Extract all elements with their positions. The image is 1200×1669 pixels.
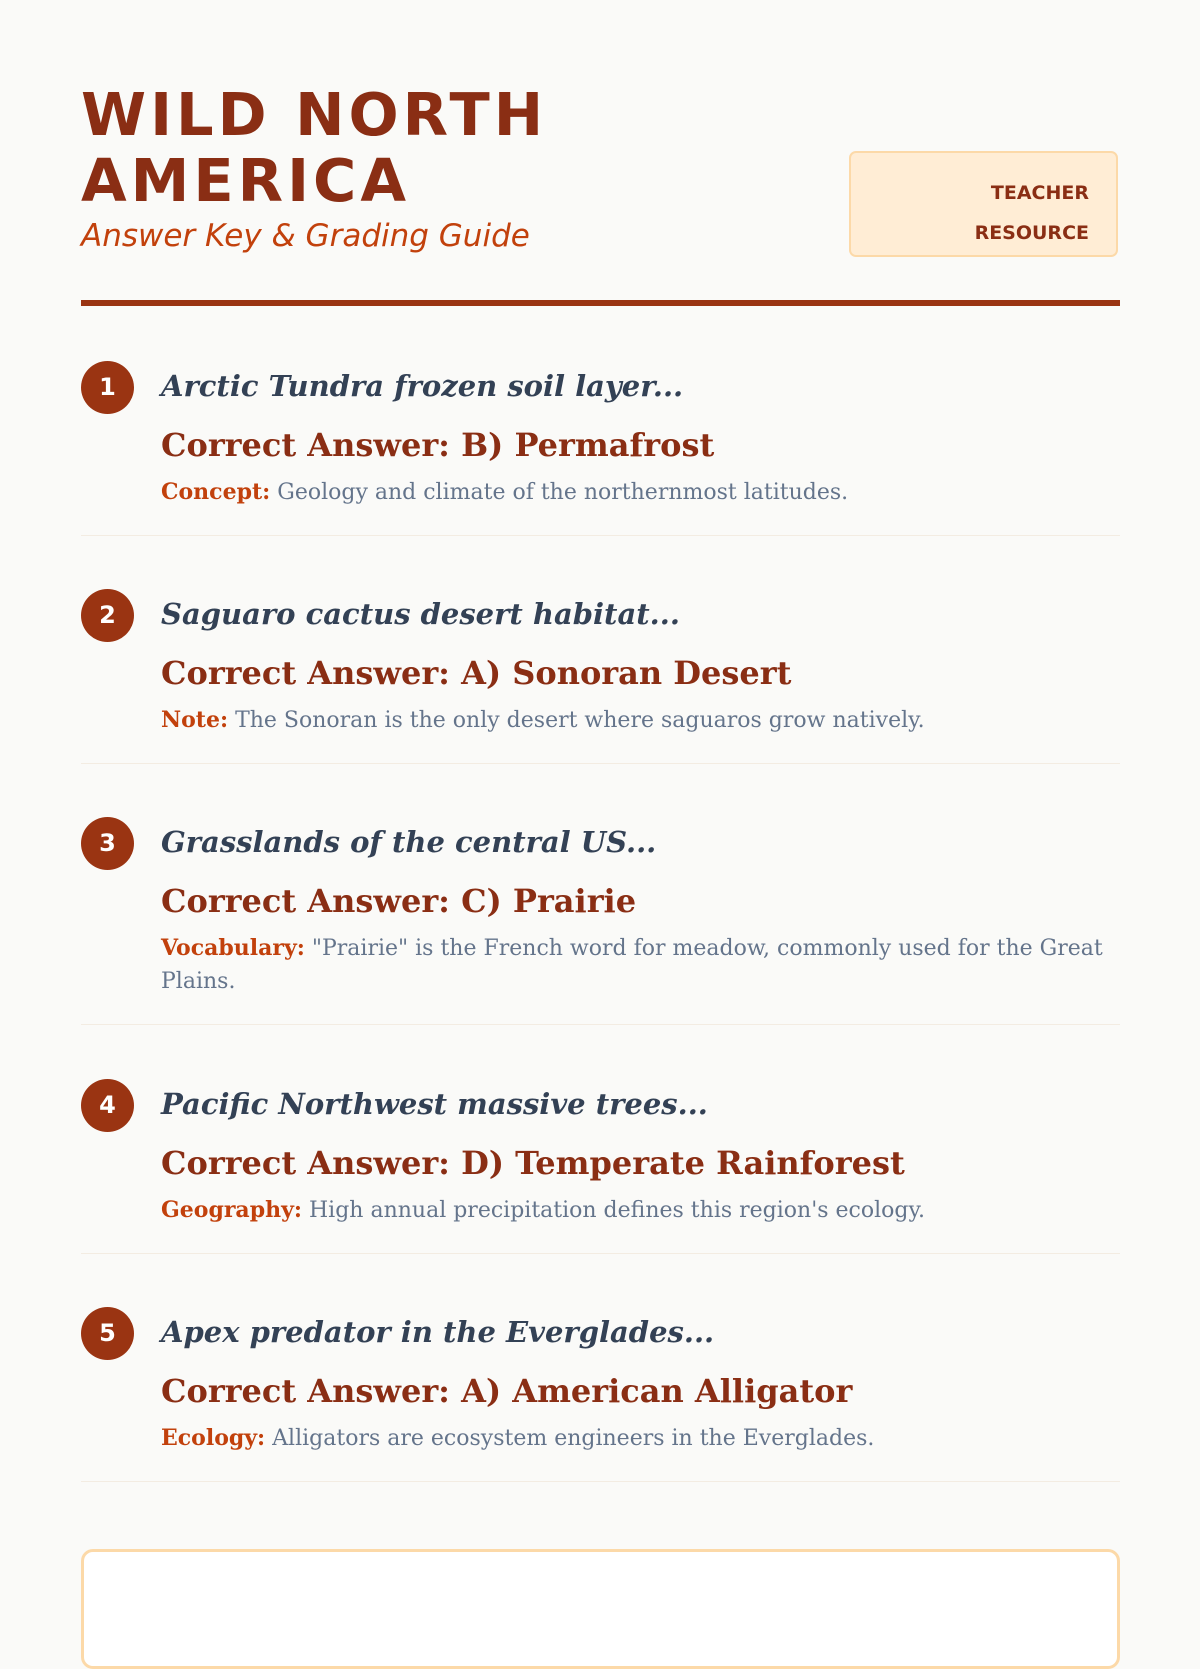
note-label: Concept: bbox=[161, 479, 271, 505]
teacher-resource-badge bbox=[849, 151, 1118, 257]
question-number-badge: 5 bbox=[81, 1307, 134, 1360]
title-line-2: AMERICA bbox=[81, 146, 411, 215]
question-prompt: Apex predator in the Everglades... bbox=[161, 1315, 715, 1349]
note-label: Geography: bbox=[161, 1197, 302, 1223]
title-line-1: WILD NORTH bbox=[81, 80, 548, 149]
note-text: Alligators are ecosystem engineers in the Everglades. bbox=[272, 1426, 875, 1451]
answer-item bbox=[81, 589, 1120, 764]
answer-note bbox=[161, 476, 1106, 509]
answer-item bbox=[81, 361, 1120, 536]
page-header bbox=[81, 82, 1120, 262]
question-prompt: Grasslands of the central US... bbox=[161, 825, 657, 859]
note-text: "Prairie" is the French word for meadow, commonly used for the Great Plains. bbox=[161, 936, 1103, 994]
answer-key-page bbox=[81, 0, 1120, 1600]
header-divider bbox=[81, 300, 1120, 306]
question-prompt: Pacific Northwest massive trees... bbox=[161, 1087, 708, 1121]
question-number-badge: 4 bbox=[81, 1079, 134, 1132]
note-label: Vocabulary: bbox=[161, 935, 305, 961]
page-subtitle: Answer Key & Grading Guide bbox=[81, 218, 530, 254]
correct-answer: Correct Answer: A) Sonoran Desert bbox=[161, 654, 792, 692]
answer-item bbox=[81, 1079, 1120, 1254]
note-text: Geology and climate of the northernmost latitudes. bbox=[277, 480, 849, 505]
note-label: Ecology: bbox=[161, 1425, 266, 1451]
badge-line-1: TEACHER bbox=[990, 182, 1089, 204]
correct-answer: Correct Answer: A) American Alligator bbox=[161, 1372, 853, 1410]
correct-answer: Correct Answer: B) Permafrost bbox=[161, 426, 715, 464]
badge-line-2: RESOURCE bbox=[974, 222, 1089, 244]
answer-note bbox=[161, 932, 1106, 998]
question-prompt: Arctic Tundra frozen soil layer... bbox=[161, 369, 684, 403]
answer-item bbox=[81, 817, 1120, 1025]
question-prompt: Saguaro cactus desert habitat... bbox=[161, 597, 680, 631]
question-number-badge: 2 bbox=[81, 589, 134, 642]
answer-item bbox=[81, 1307, 1120, 1482]
correct-answer: Correct Answer: C) Prairie bbox=[161, 882, 637, 920]
note-label: Note: bbox=[161, 707, 229, 733]
answer-note bbox=[161, 1194, 1106, 1227]
note-text: The Sonoran is the only desert where saguaros grow natively. bbox=[235, 708, 925, 733]
badge-text bbox=[889, 173, 1089, 253]
grading-summary-box bbox=[81, 1549, 1120, 1669]
question-number-badge: 1 bbox=[81, 361, 134, 414]
page-title bbox=[81, 82, 781, 214]
correct-answer: Correct Answer: D) Temperate Rainforest bbox=[161, 1144, 905, 1182]
question-number-badge: 3 bbox=[81, 817, 134, 870]
note-text: High annual precipitation defines this region's ecology. bbox=[308, 1198, 925, 1223]
answer-note bbox=[161, 1422, 1106, 1455]
answer-note bbox=[161, 704, 1106, 737]
